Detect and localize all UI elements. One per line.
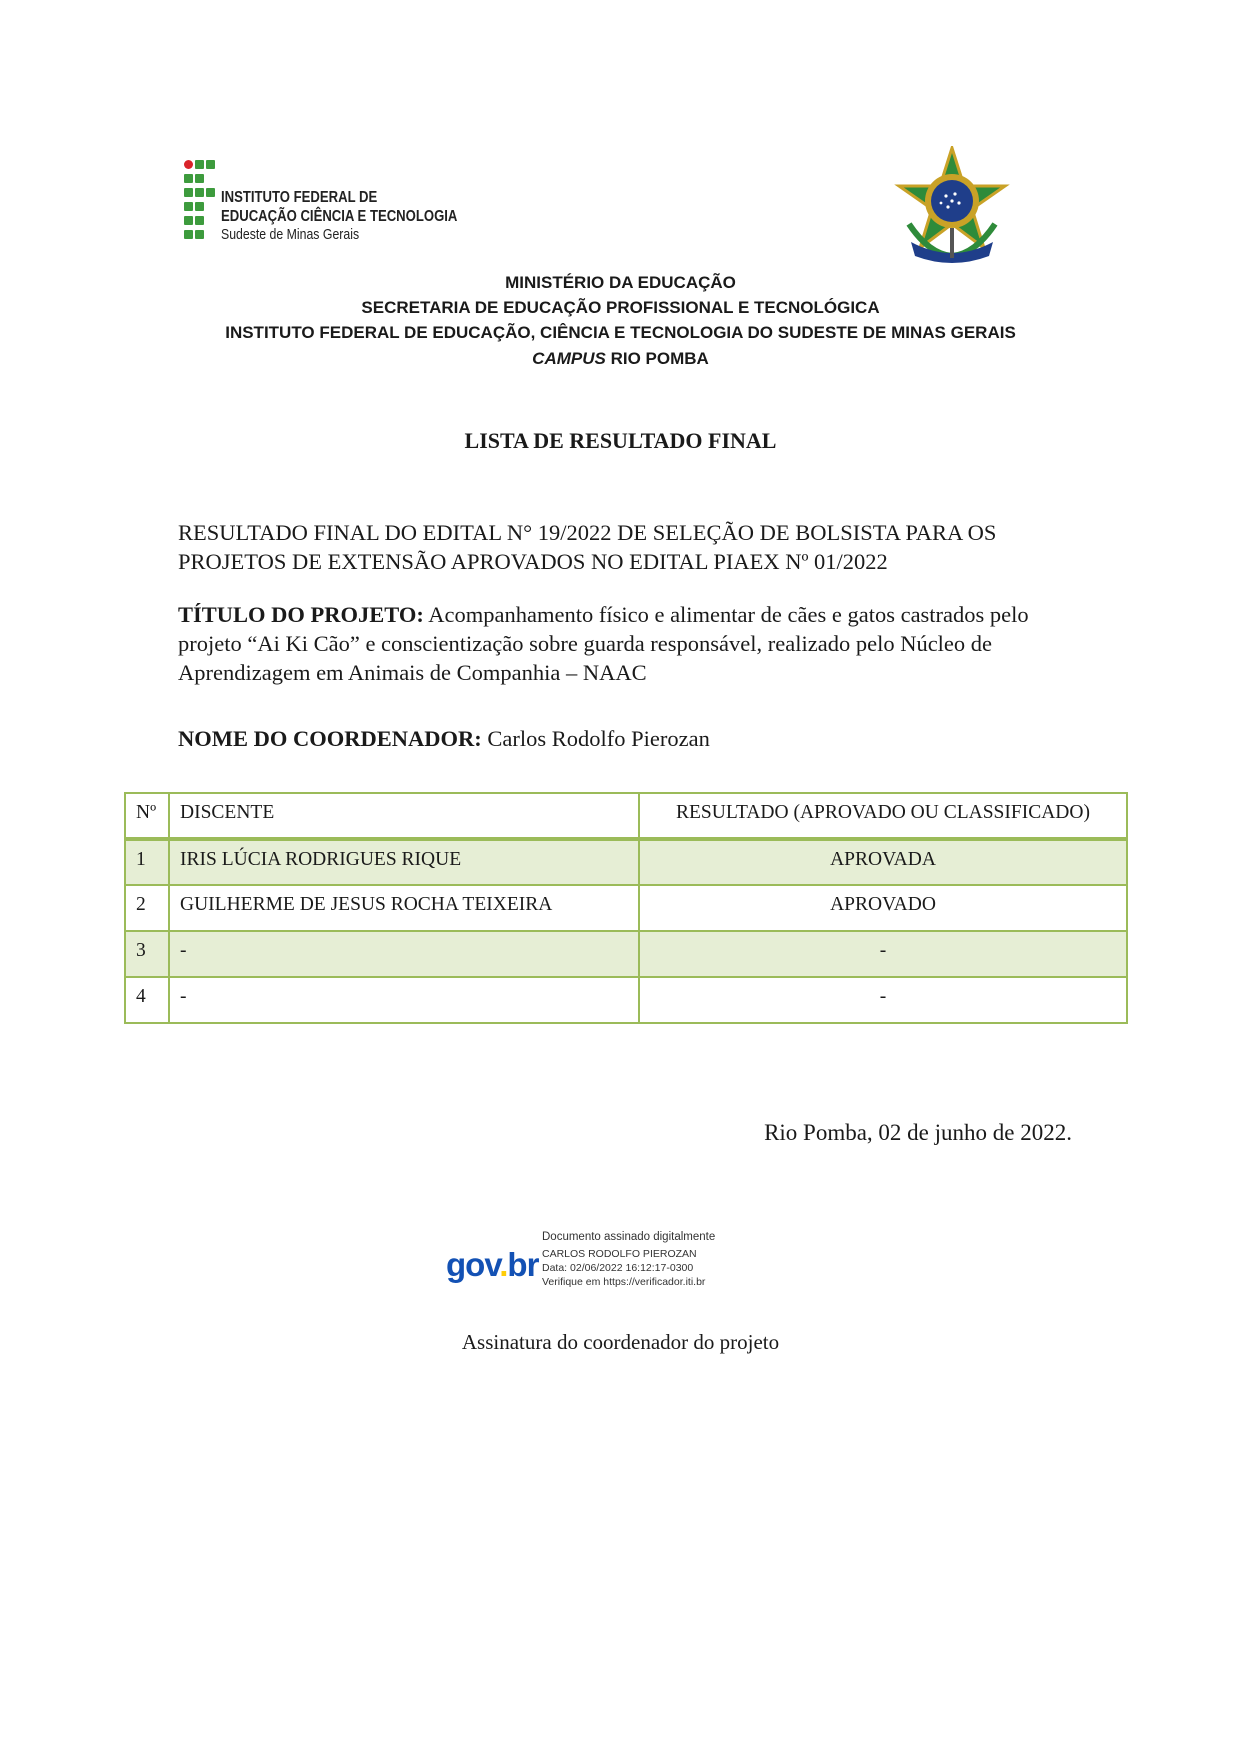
coordinator <box>178 724 1078 753</box>
if-logo-line3: Sudeste de Minas Gerais <box>221 226 360 243</box>
header-number: Nº <box>125 793 169 839</box>
table-row <box>125 977 1127 1023</box>
if-logo-line2: EDUCAÇÃO CIÊNCIA E TECNOLOGIA <box>221 208 458 225</box>
row-number: 2 <box>125 885 169 931</box>
signature-info <box>542 1230 715 1289</box>
row-number: 1 <box>125 839 169 885</box>
coordinator-name: Carlos Rodolfo Pierozan <box>487 726 710 751</box>
row-result: - <box>639 977 1127 1023</box>
table-row <box>125 931 1127 977</box>
header-campus <box>0 346 1241 372</box>
if-logo <box>184 158 458 250</box>
signature-verify: Verifique em https://verificador.iti.br <box>542 1276 706 1288</box>
digital-signature-stamp <box>446 1230 746 1290</box>
row-number: 3 <box>125 931 169 977</box>
document-title: LISTA DE RESULTADO FINAL <box>464 428 777 453</box>
table-header-row <box>125 793 1127 839</box>
row-number: 4 <box>125 977 169 1023</box>
if-logo-line1: INSTITUTO FEDERAL DE <box>221 189 378 206</box>
project-title <box>178 600 1078 687</box>
header-institute: INSTITUTO FEDERAL DE EDUCAÇÃO, CIÊNCIA E TECNOLOGIA DO SUDESTE DE MINAS GERAIS <box>225 323 1016 342</box>
brazil-coat-of-arms-icon <box>889 146 1015 268</box>
date-line: Rio Pomba, 02 de junho de 2022. <box>764 1120 1072 1145</box>
coordinator-label: NOME DO COORDENADOR: <box>178 726 482 751</box>
row-student: IRIS LÚCIA RODRIGUES RIQUE <box>169 839 639 885</box>
signature-date: Data: 02/06/2022 16:12:17-0300 <box>542 1262 694 1274</box>
header-result: RESULTADO (APROVADO OU CLASSIFICADO) <box>639 793 1127 839</box>
results-table <box>124 792 1128 1024</box>
header-ministry: MINISTÉRIO DA EDUCAÇÃO <box>505 273 736 292</box>
header-campus-label: CAMPUS <box>532 349 606 368</box>
govbr-logo: gov.br <box>446 1246 539 1283</box>
row-result: - <box>639 931 1127 977</box>
if-logo-text <box>221 188 457 244</box>
result-heading: RESULTADO FINAL DO EDITAL N° 19/2022 DE SELEÇÃO DE BOLSISTA PARA OS PROJETOS DE EXTENSÃO APROVADOS NO EDITAL PIAEX Nº 01/2022 <box>178 520 997 574</box>
table-row <box>125 885 1127 931</box>
header-student: DISCENTE <box>169 793 639 839</box>
row-result: APROVADO <box>639 885 1127 931</box>
row-student: GUILHERME DE JESUS ROCHA TEIXEIRA <box>169 885 639 931</box>
row-result: APROVADA <box>639 839 1127 885</box>
signature-line1: Documento assinado digitalmente <box>542 1231 716 1243</box>
header-secretariat: SECRETARIA DE EDUCAÇÃO PROFISSIONAL E TECNOLÓGICA <box>361 298 880 317</box>
project-title-label: TÍTULO DO PROJETO: <box>178 602 424 627</box>
table-row <box>125 839 1127 885</box>
signature-signer: CARLOS RODOLFO PIEROZAN <box>542 1248 697 1260</box>
header-campus-name: RIO POMBA <box>610 349 709 368</box>
signature-label: Assinatura do coordenador do projeto <box>461 1330 780 1354</box>
project-title-value: Acompanhamento físico e alimentar de cães e gatos castrados pelo projeto “Ai Ki Cão” e conscientização sobre guarda responsável, realizado pelo Núcleo de Aprendizagem em Animais de Companhia – NAAC <box>178 602 1029 685</box>
row-student: - <box>169 931 639 977</box>
row-student: - <box>169 977 639 1023</box>
